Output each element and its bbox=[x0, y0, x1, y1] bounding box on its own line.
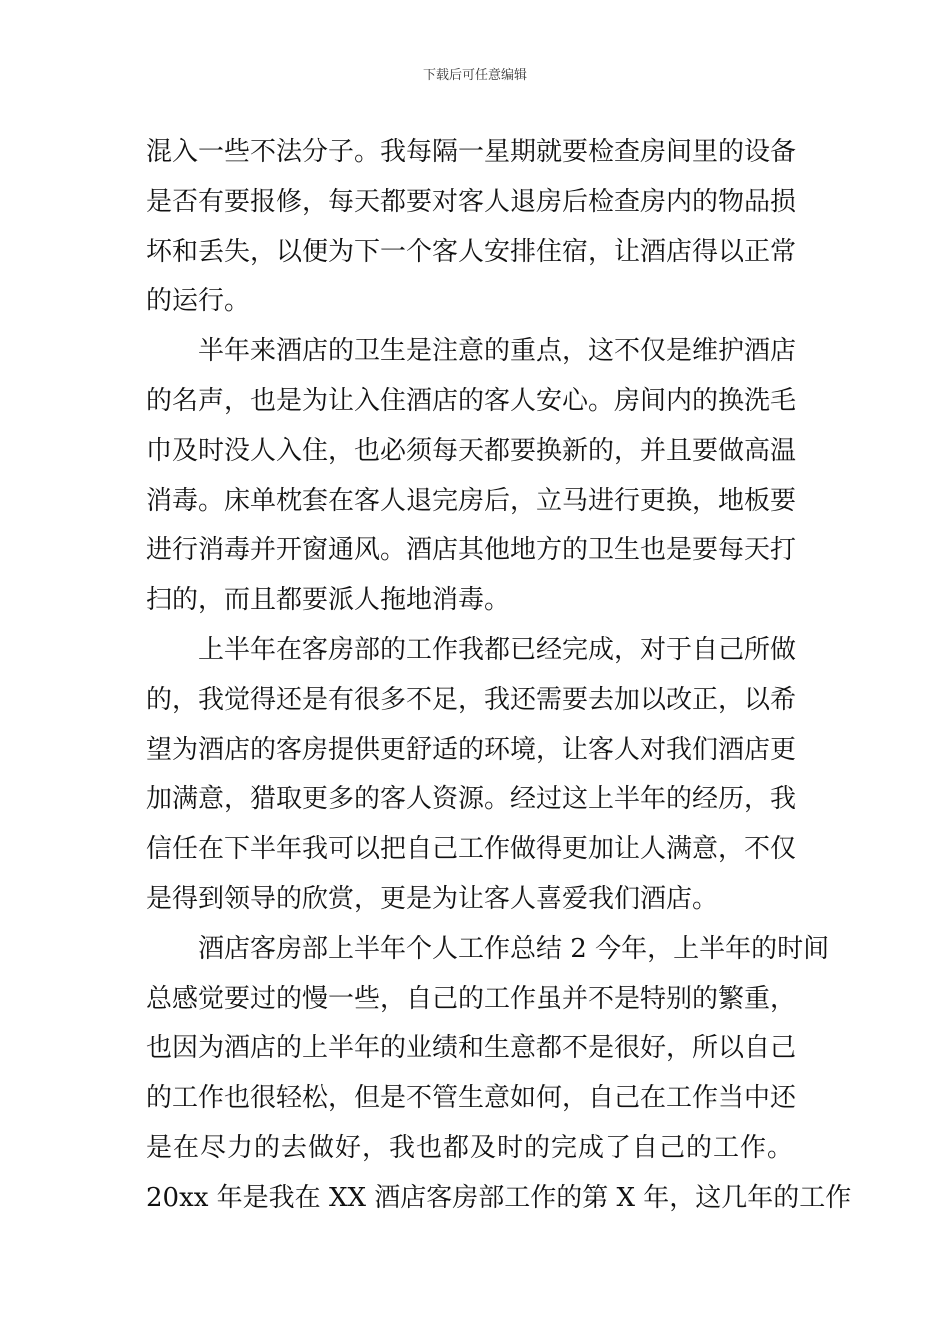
text-line: 上半年在客房部的工作我都已经完成，对于自己所做 bbox=[198, 634, 797, 665]
text-line: 半年来酒店的卫生是注意的重点，这不仅是维护酒店 bbox=[198, 336, 797, 367]
text-line: 是得到领导的欣赏，更是为让客人喜爱我们酒店。 bbox=[146, 883, 719, 914]
text-line: 的，我觉得还是有很多不足，我还需要去加以改正，以希 bbox=[146, 684, 797, 715]
text-line: 进行消毒并开窗通风。酒店其他地方的卫生也是要每天打 bbox=[146, 535, 797, 566]
text-line: 的工作也很轻松，但是不管生意如何，自己在工作当中还 bbox=[146, 1083, 797, 1114]
text-line: 的运行。 bbox=[146, 286, 251, 317]
document-body bbox=[146, 128, 852, 1224]
text-line: 坏和丢失，以便为下一个客人安排住宿，让酒店得以正常 bbox=[146, 236, 797, 267]
text-line: 的名声，也是为让入住酒店的客人安心。房间内的换洗毛 bbox=[146, 385, 797, 416]
text-line: 是否有要报修，每天都要对客人退房后检查房内的物品损 bbox=[146, 186, 797, 217]
text-line: 信任在下半年我可以把自己工作做得更加让人满意，不仅 bbox=[146, 834, 797, 865]
text-line: 是在尽力的去做好，我也都及时的完成了自己的工作。 bbox=[146, 1132, 795, 1163]
text-line: 混入一些不法分子。我每隔一星期就要检查房间里的设备 bbox=[146, 137, 797, 167]
text-line: 也因为酒店的上半年的业绩和生意都不是很好，所以自己 bbox=[146, 1033, 797, 1064]
text-line: 消毒。床单枕套在客人退完房后，立马进行更换，地板要 bbox=[146, 485, 797, 516]
text-line: 加满意，猎取更多的客人资源。经过这上半年的经历，我 bbox=[146, 784, 797, 815]
text-line: 酒店客房部上半年个人工作总结 2 今年，上半年的时间 bbox=[198, 933, 830, 964]
text-line: 巾及时没人入住，也必须每天都要换新的，并且要做高温 bbox=[146, 435, 797, 466]
text-line: 总感觉要过的慢一些，自己的工作虽并不是特别的繁重， bbox=[146, 983, 797, 1014]
text-line: 20xx 年是我在 XX 酒店客房部工作的第 X 年，这几年的工作 bbox=[146, 1182, 852, 1213]
text-line: 望为酒店的客房提供更舒适的环境，让客人对我们酒店更 bbox=[146, 734, 797, 765]
text-line: 扫的，而且都要派人拖地消毒。 bbox=[146, 585, 511, 616]
page-header: 下载后可任意编辑 bbox=[422, 68, 527, 83]
